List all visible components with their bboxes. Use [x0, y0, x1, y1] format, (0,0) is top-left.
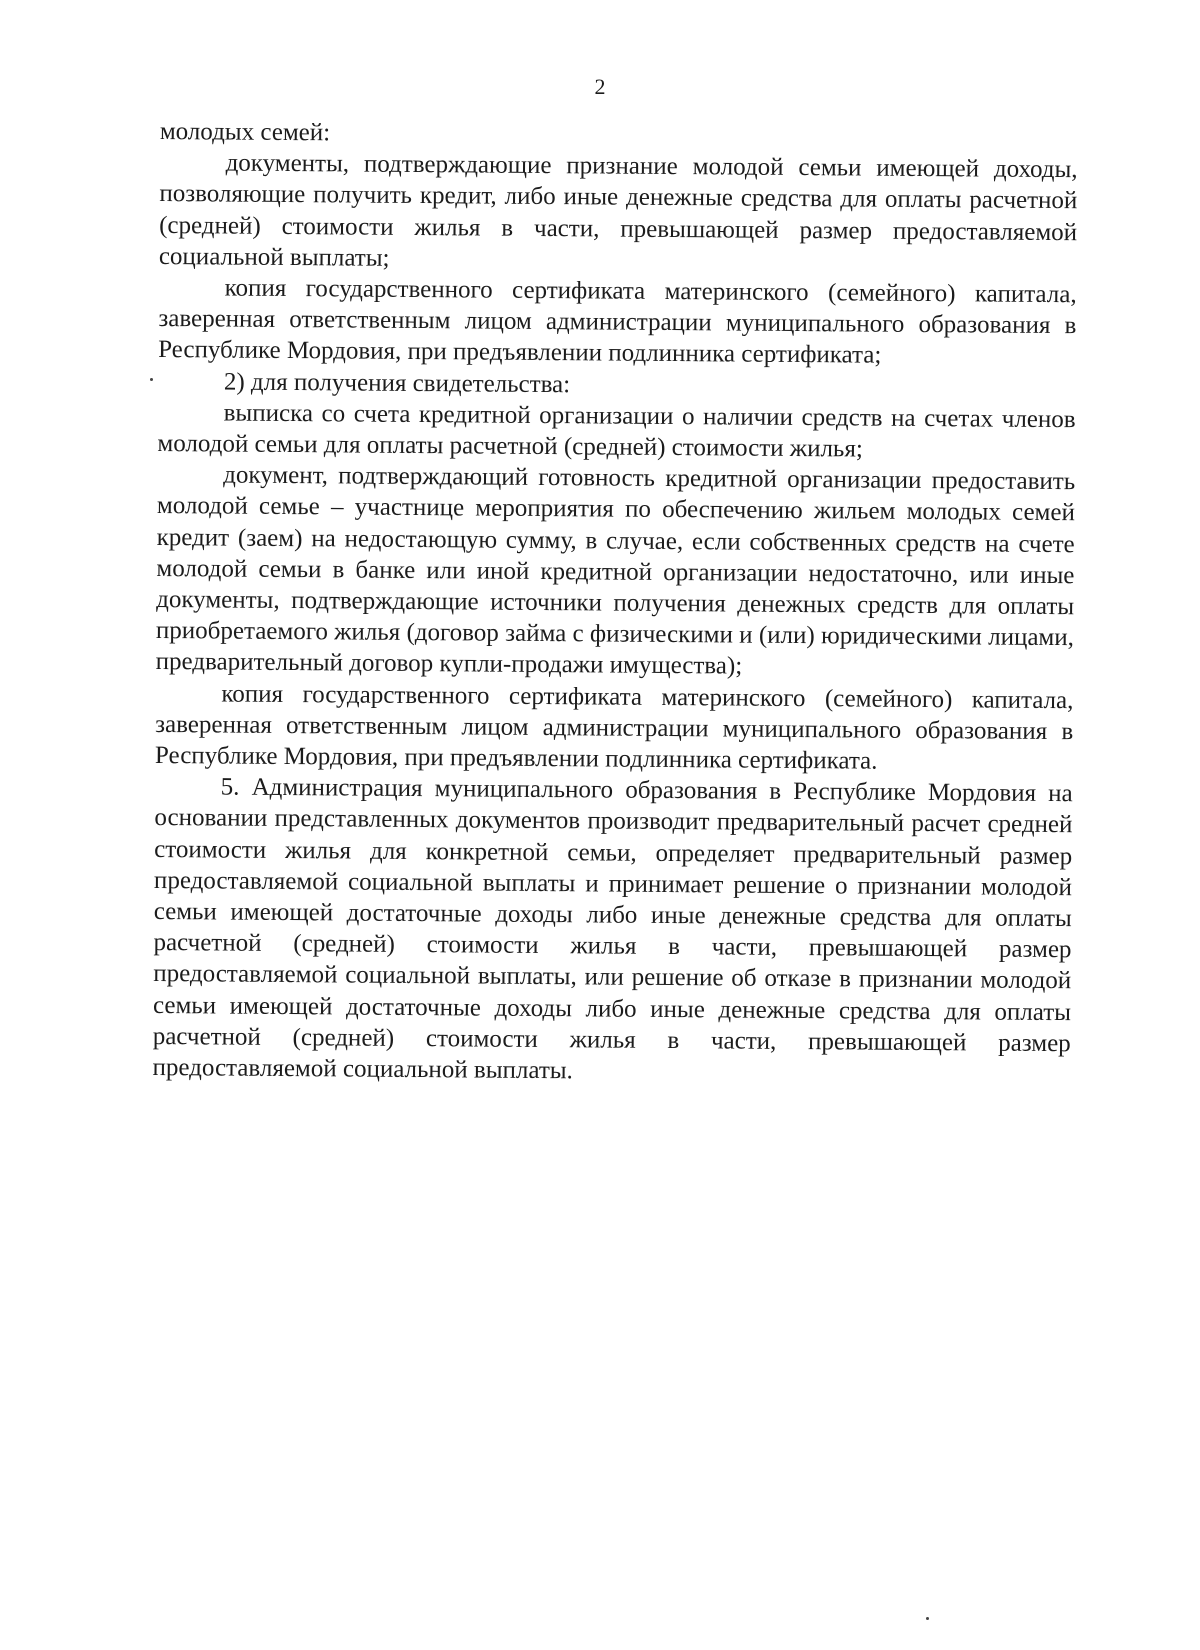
paragraph-account-statement: выписка со счета кредитной организации о наличии средств на счетах членов молодой семьи для оплаты расчетной (средней) стоимости жилья;: [157, 399, 1076, 463]
paragraph-item-5: 5. Администрация муниципального образования в Республике Мордовия на основании представленных документов производит предварительный расчет средней стоимости жилья для конкретной семьи, определяет предварительный размер предоставляемой социальной выплаты и принимает решение о признании молодой семьи имеющей достаточные доходы либо иные денежные средства для оплаты расчетной (средней) стоимости жилья в части, превышающей размер предоставляемой социальной выплаты, или решение об отказе в признании молодой семьи имеющей достаточные доходы либо иные денежные средства для оплаты расчетной (средней) стоимости жилья в части, превышающей размер предоставляемой социальной выплаты.: [152, 773, 1073, 1085]
paragraph-certificate-copy-2: копия государственного сертификата материнского (семейного) капитала, заверенная ответственным лицом администрации муниципального образования в Республике Мордовия, при предъявлении подлинника сертификата.: [154, 680, 1074, 775]
paragraph-continuation: молодых семей:: [159, 117, 331, 147]
paragraph-income-documents: документы, подтверждающие признание молодой семьи имеющей доходы, позволяющие получить кредит, либо иные денежные средства для оплаты расчетной (средней) стоимости жилья в части, превышающей размер предоставляемой социальной выплаты;: [158, 149, 1078, 272]
paragraph-certificate-copy-1: копия государственного сертификата материнского (семейного) капитала, заверенная ответственным лицом администрации муниципального образования в Республике Мордовия, при предъявлении подлинника сертификата;: [158, 274, 1077, 370]
paragraph-for-certificate: 2) для получения свидетельства:: [223, 368, 571, 398]
document-body: [152, 116, 1078, 1090]
scan-speck: [926, 1617, 929, 1620]
page-number: 2: [594, 74, 606, 99]
scan-speck: [150, 378, 153, 381]
paragraph-credit-readiness: документ, подтверждающий готовность кредитной организации предоставить молодой семье – участнице мероприятия по обеспечению жильем молодых семей кредит (заем) на недостающую сумму, в случае, если собственных средств на счете молодой семьи в банке или иной кредитной организации недостаточно, или иные документы, подтверждающие источники получения денежных средств для оплаты приобретаемого жилья (договор займа с физическими и (или) юридическими лицами, предварительный договор купли-продажи имущества);: [155, 461, 1076, 681]
